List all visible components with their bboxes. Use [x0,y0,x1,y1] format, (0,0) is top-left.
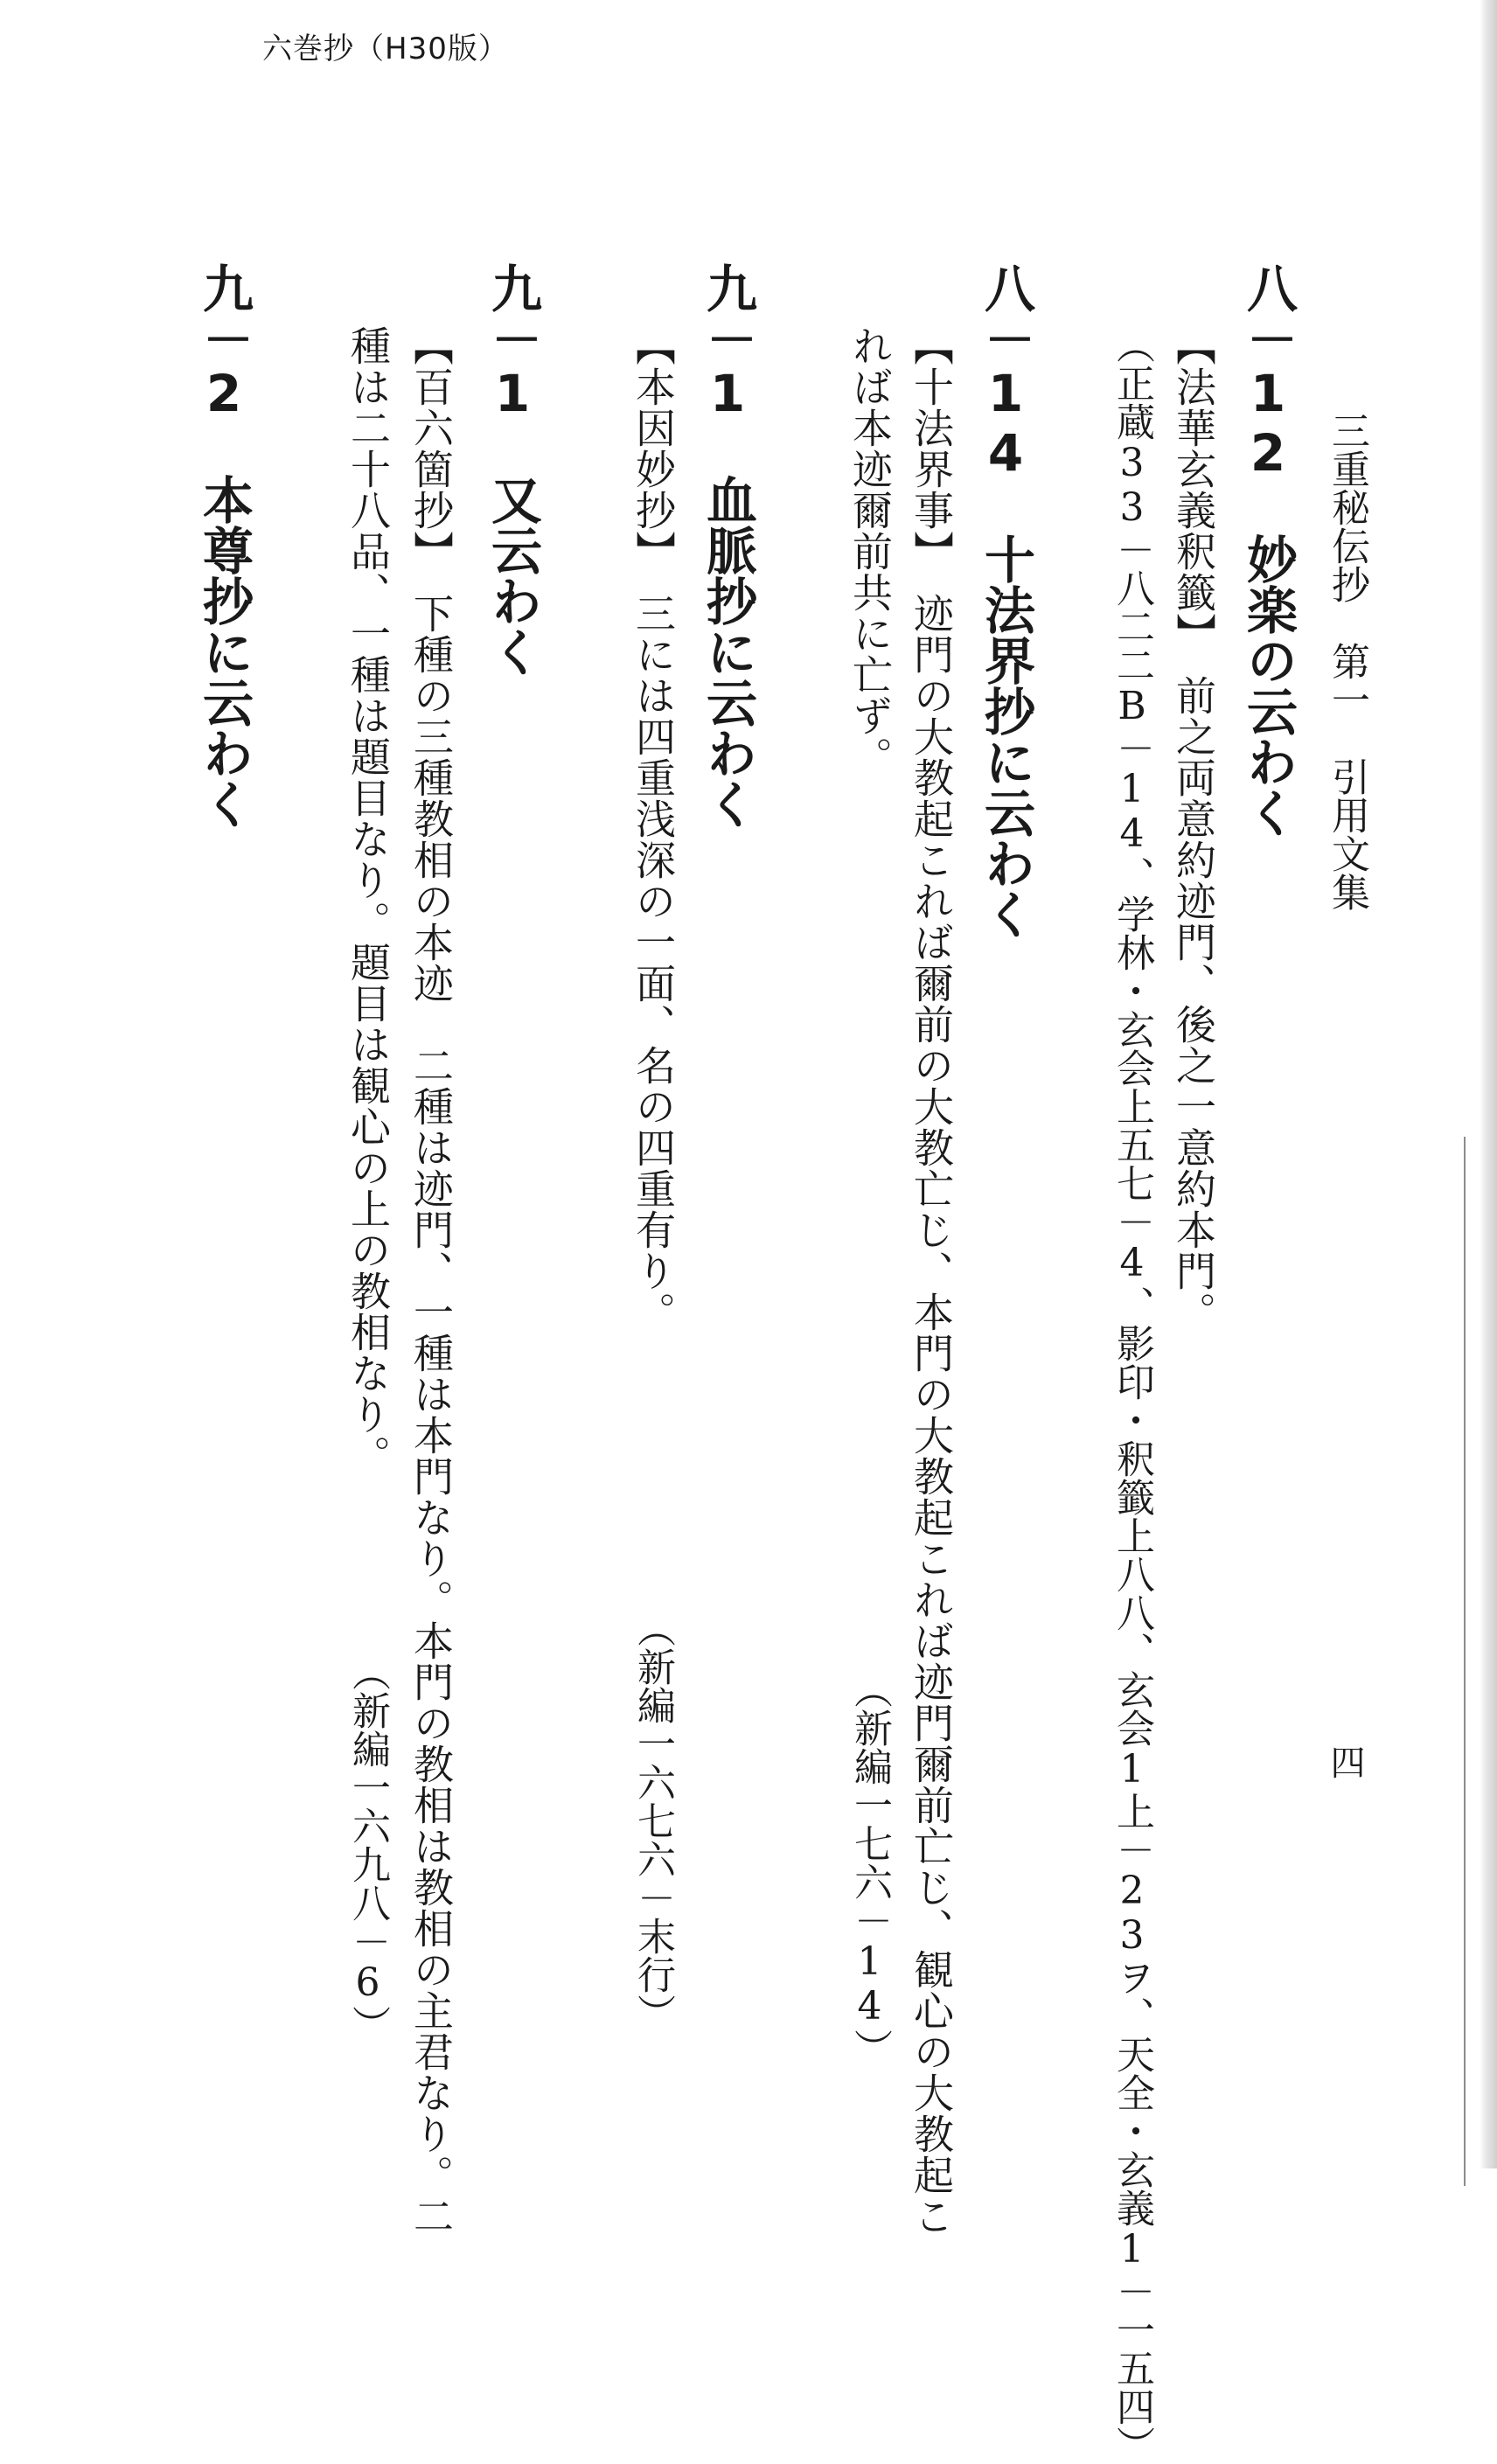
quote-line: れば本迹爾前共に亡ず。 [846,325,894,777]
quote-line: 【十法界事】 迹門の大教起これば爾前の大教亡じ、本門の大教起これば迹門爾前亡じ、観心の大教起こ [908,325,955,2237]
source-citation: （新編一六九八－6） [345,1653,390,2043]
source-citation: （新編一六七六－末行） [630,1609,675,2032]
section-heading: 九－1 又云わく [483,262,542,677]
scan-edge-line [1464,1137,1466,2186]
scan-edge-shadow [1480,0,1497,2168]
running-title: 三重秘伝抄 第一 引用文集 [1325,411,1369,911]
document-label: 六巻抄（H30版） [262,31,509,66]
quote-line: 【百六箇抄】 下種の三種教相の本迹 二種は迹門、一種は本門なり。本門の教相は教相の主君なり。二 [407,325,455,2237]
quote-line: 【法華玄義釈籤】 前之両意約迹門、後之一意約本門。 [1170,325,1217,1333]
citation-line: （正蔵33－八二二B－14、学林・玄会上五七－4、影印・釈籤上八八、玄会1上－23ヲ、天全・玄義1－一五四） [1110,325,1154,2464]
source-citation: （新編一七六－14） [847,1670,892,2067]
quote-line: 【本因妙抄】 三には四重浅深の一面、名の四重有り。 [630,325,677,1333]
page-number: 四 [1325,1744,1365,1779]
section-heading: 九－1 血脈抄に云わく [698,262,757,829]
section-heading: 八－12 妙楽の云わく [1238,262,1298,838]
quote-line: 種は二十八品、一種は題目なり。題目は観心の上の教相なり。 [345,325,392,1476]
section-heading: 八－14 十法界抄に云わく [976,262,1035,939]
section-heading: 九－2 本尊抄に云わく [194,262,254,829]
